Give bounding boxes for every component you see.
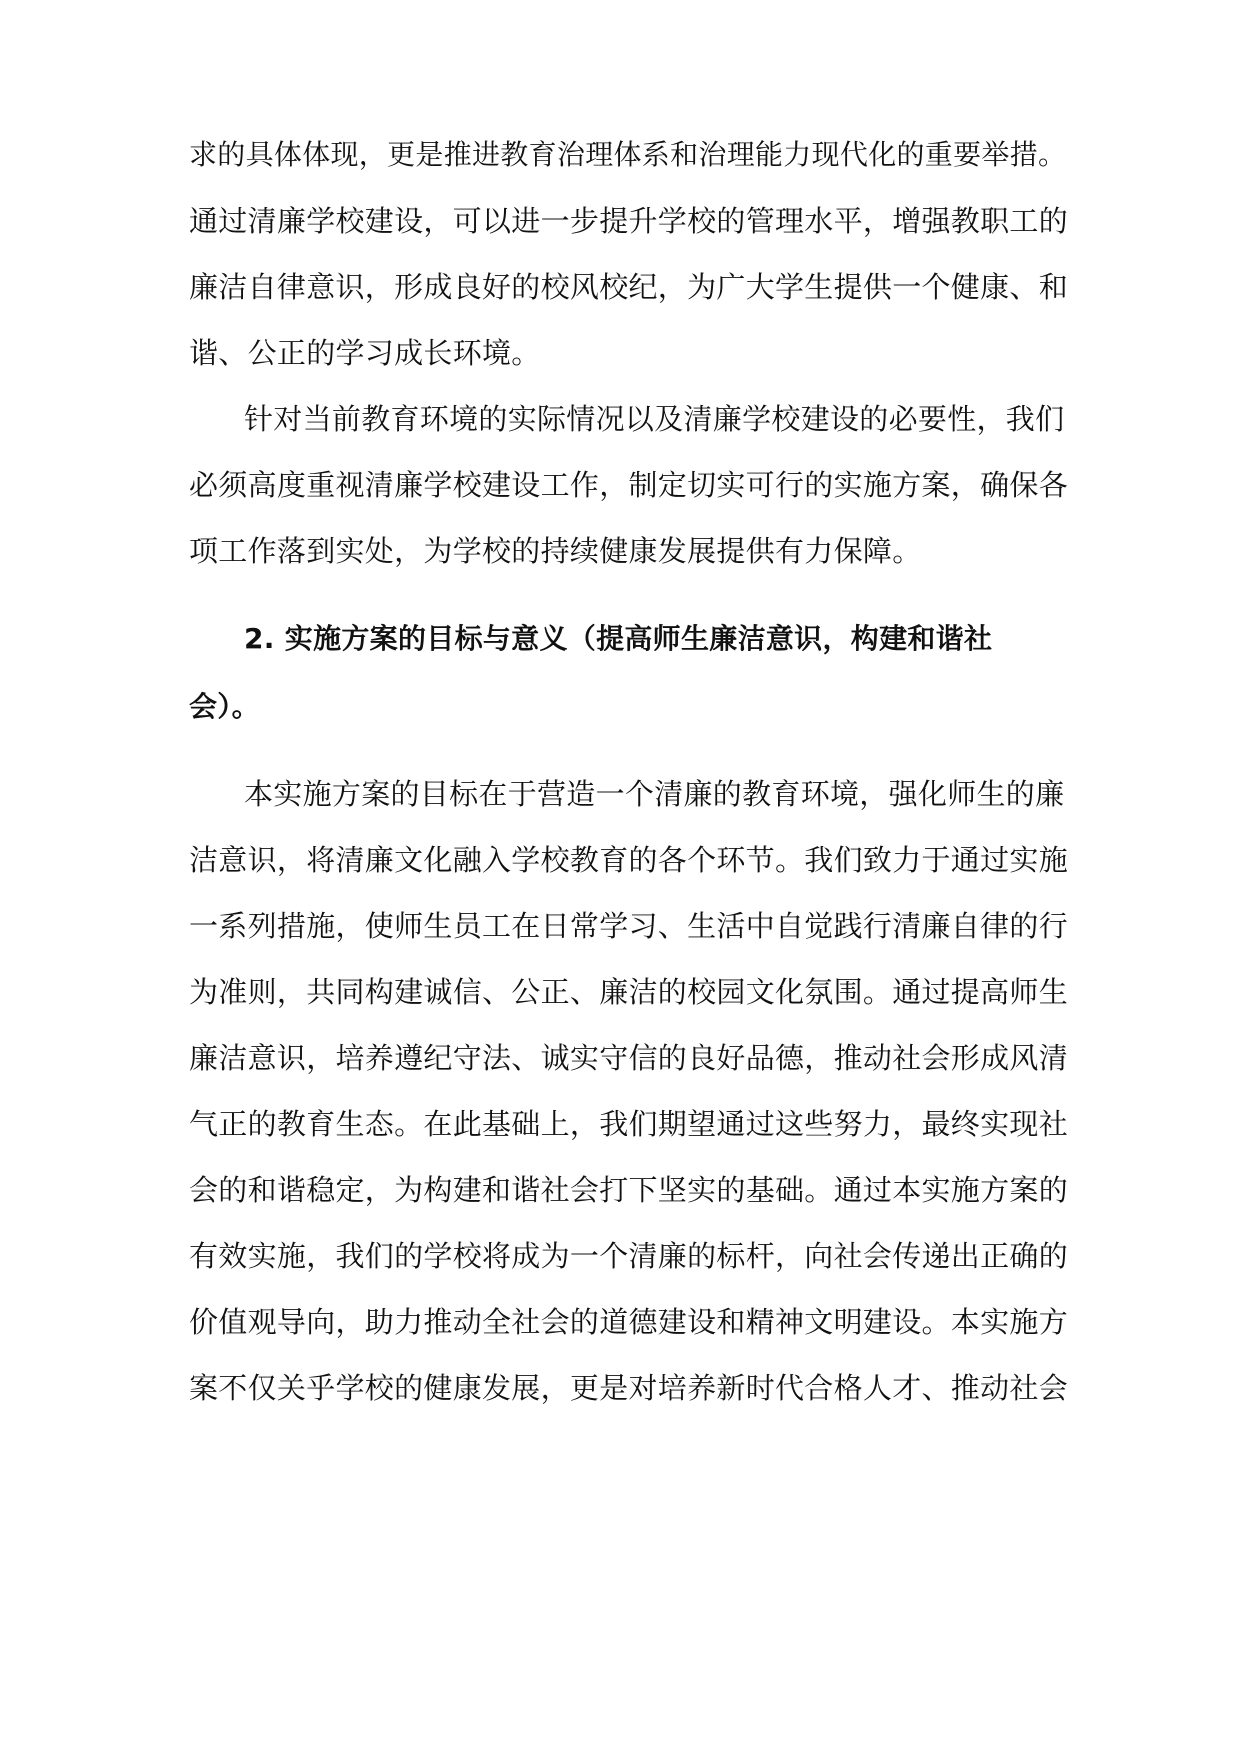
- paragraph-line: 会的和谐稳定，为构建和谐社会打下坚实的基础。通过本实施方案的: [189, 1173, 1069, 1207]
- paragraph-line: 有效实施，我们的学校将成为一个清廉的标杆，向社会传递出正确的: [189, 1239, 1069, 1273]
- paragraph-line: 廉洁意识，培养遵纪守法、诚实守信的良好品德，推动社会形成风清: [189, 1041, 1069, 1075]
- paragraph-line: 价值观导向，助力推动全社会的道德建设和精神文明建设。本实施方: [189, 1305, 1069, 1339]
- paragraph-line: 洁意识，将清廉文化融入学校教育的各个环节。我们致力于通过实施: [189, 843, 1069, 877]
- paragraph-line: 气正的教育生态。在此基础上，我们期望通过这些努力，最终实现社: [189, 1107, 1069, 1141]
- paragraph-line: 为准则，共同构建诚信、公正、廉洁的校园文化氛围。通过提高师生: [189, 975, 1069, 1009]
- paragraph-line: 谐、公正的学习成长环境。: [189, 336, 541, 370]
- paragraph-line: 本实施方案的目标在于营造一个清廉的教育环境，强化师生的廉: [244, 777, 1065, 811]
- section-heading-continuation: 会）。: [189, 690, 260, 723]
- paragraph-line: 项工作落到实处，为学校的持续健康发展提供有力保障。: [189, 534, 922, 568]
- paragraph-line: 求的具体体现，更是推进教育治理体系和治理能力现代化的重要举措。: [189, 138, 1067, 171]
- paragraph-line: 必须高度重视清廉学校建设工作，制定切实可行的实施方案，确保各: [189, 468, 1069, 502]
- paragraph-line: 案不仅关乎学校的健康发展，更是对培养新时代合格人才、推动社会: [189, 1371, 1069, 1405]
- paragraph-line: 一系列措施，使师生员工在日常学习、生活中自觉践行清廉自律的行: [189, 909, 1069, 943]
- paragraph-line: 廉洁自律意识，形成良好的校风校纪，为广大学生提供一个健康、和: [189, 270, 1069, 304]
- paragraph-line: 针对当前教育环境的实际情况以及清廉学校建设的必要性，我们: [244, 402, 1065, 436]
- paragraph-line: 通过清廉学校建设，可以进一步提升学校的管理水平，增强教职工的: [189, 204, 1069, 238]
- section-heading: 2. 实施方案的目标与意义（提高师生廉洁意识，构建和谐社: [244, 622, 993, 655]
